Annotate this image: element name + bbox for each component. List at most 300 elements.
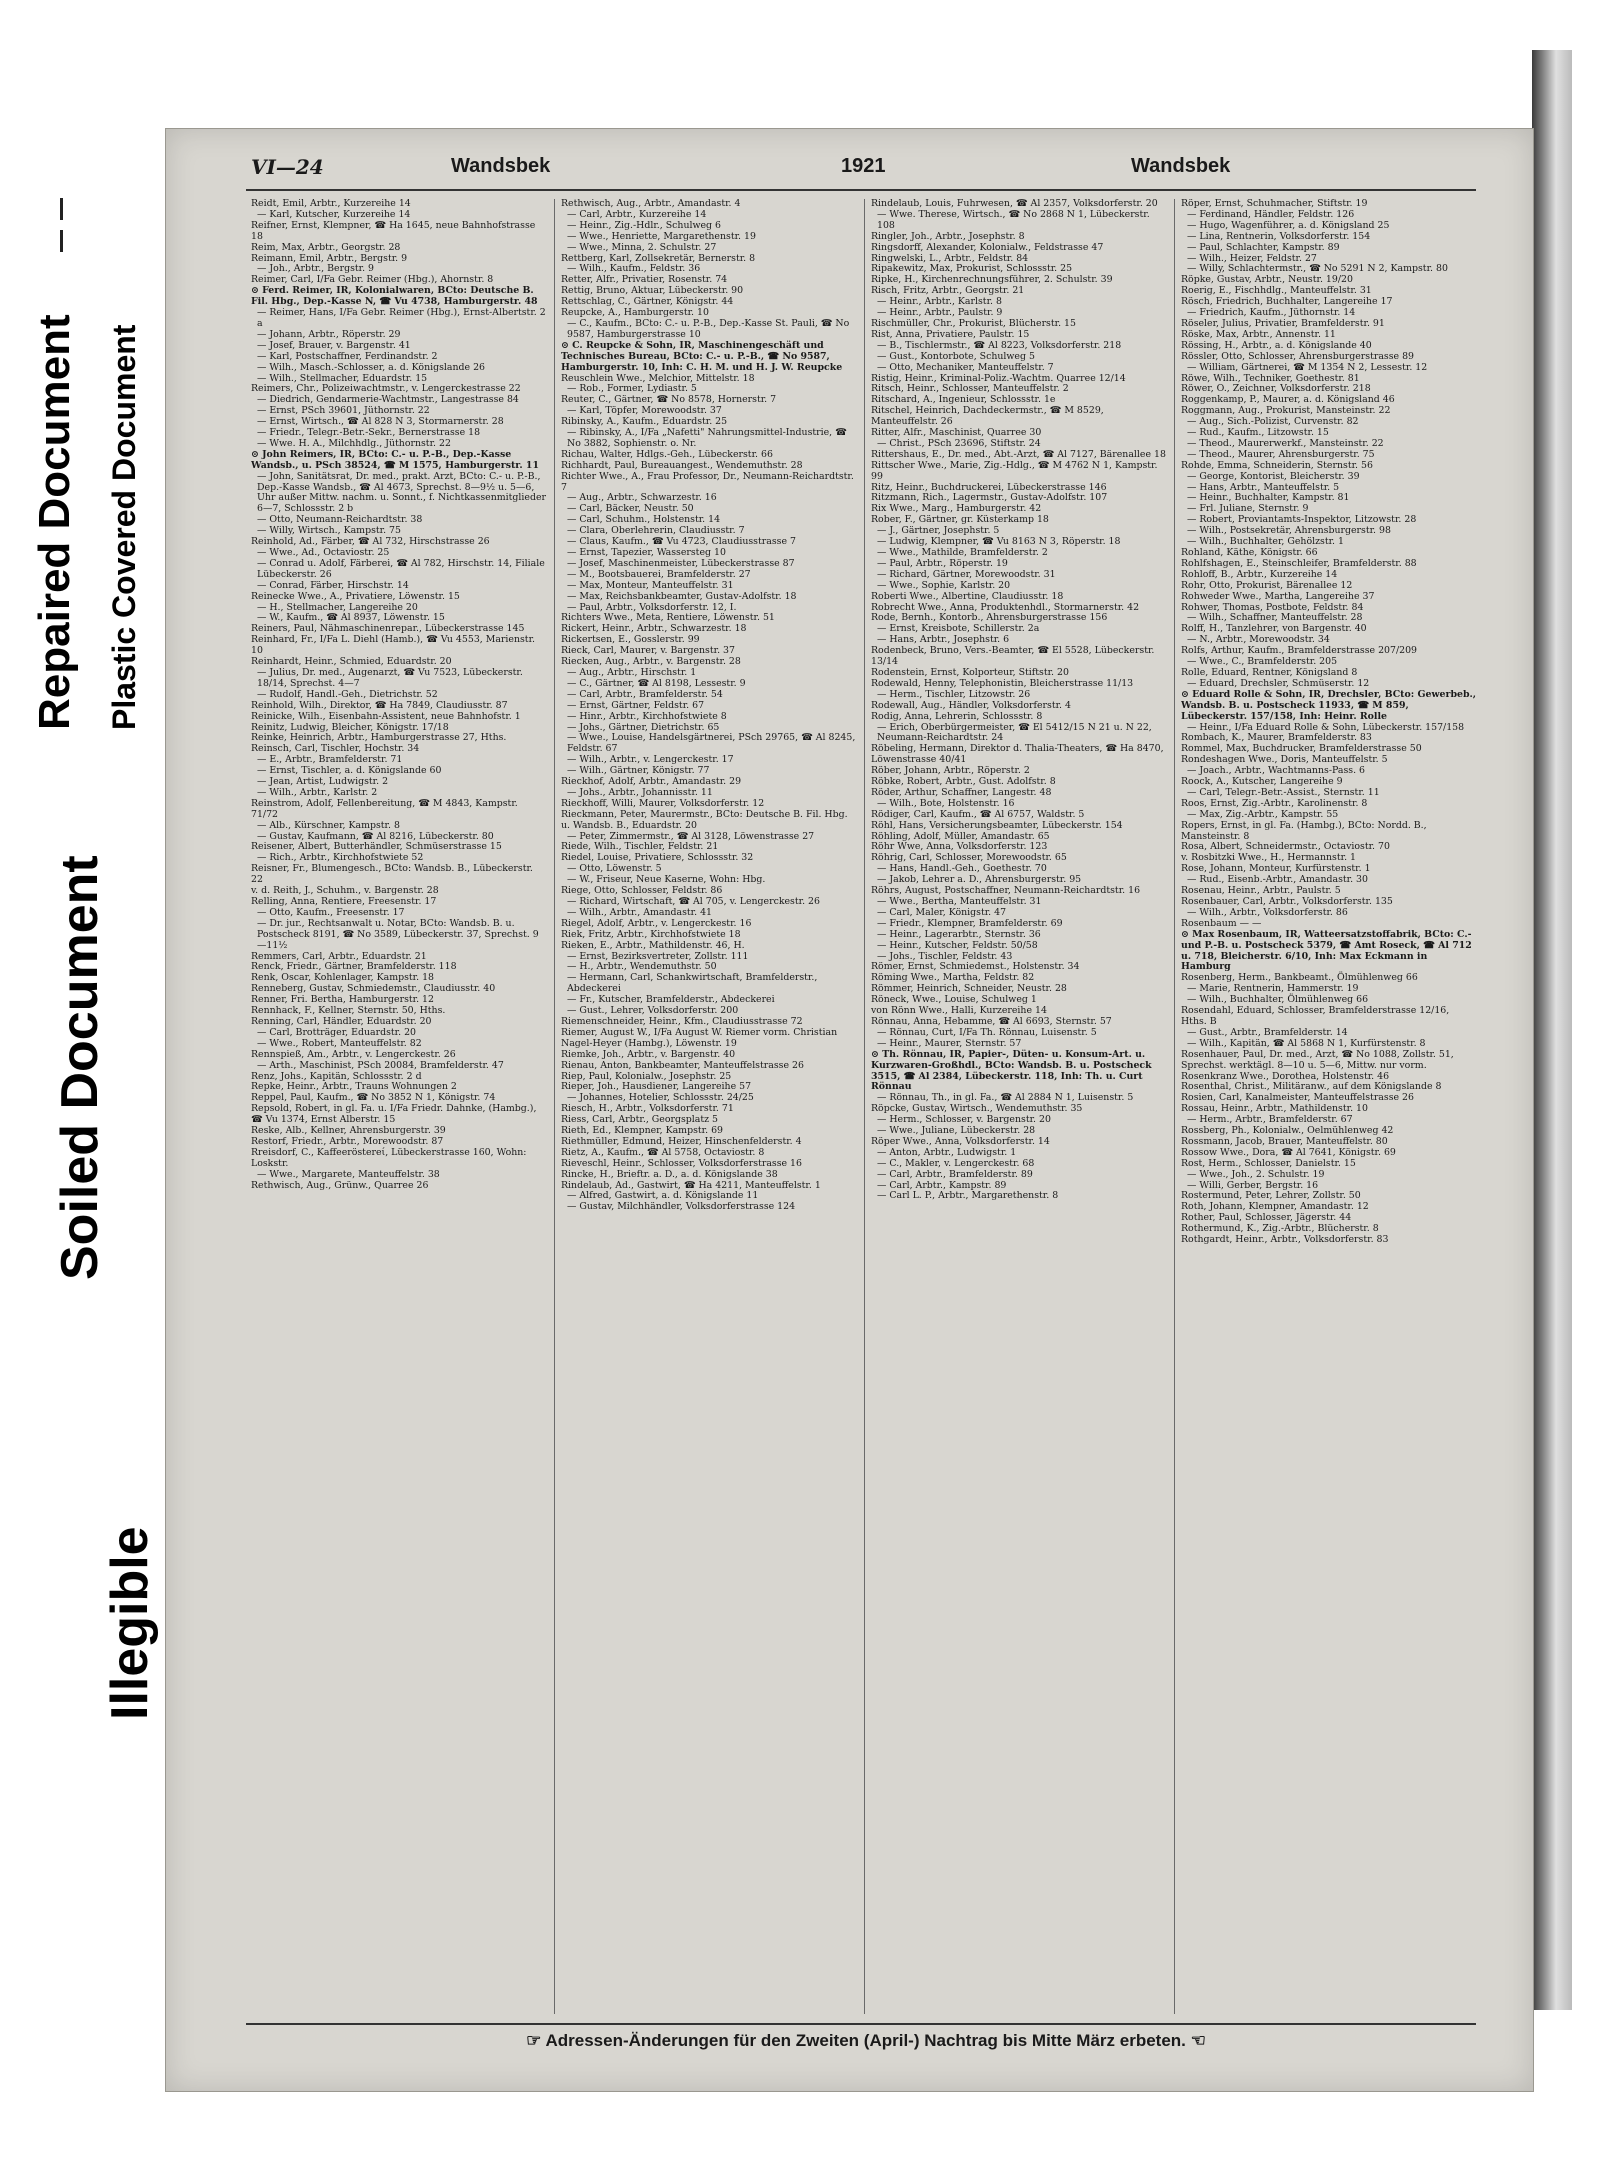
- directory-entry: — Heinr., Maurer, Sternstr. 57: [877, 1037, 1022, 1049]
- directory-entry: — B., Tischlermstr., ☎ Al 8223, Volksdorferstr. 218: [877, 339, 1122, 351]
- directory-entry: Römer, Ernst, Schmiedemst., Holstenstr. 34: [871, 961, 1080, 973]
- directory-columns: [251, 199, 1481, 2014]
- directory-entry: v. Rosbitzki Wwe., H., Hermannstr. 1: [1181, 852, 1356, 864]
- directory-entry: — Wwe., Louise, Handelsgärtnerei, PSch 29765, ☎ Al 8245, Feldstr. 67: [567, 732, 856, 755]
- directory-entry: Röhrig, Carl, Schlosser, Morewoodstr. 65: [871, 852, 1067, 864]
- directory-entry: Rondeshagen Wwe., Doris, Manteuffelstr. 5: [1181, 754, 1388, 766]
- directory-entry: — Wwe., Sophie, Karlstr. 20: [877, 579, 1011, 591]
- directory-entry: Reimer, Carl, I/Fa Gebr. Reimer (Hbg.), Ahornstr. 8: [251, 274, 494, 286]
- directory-entry: — Max, Monteur, Manteuffelstr. 31: [567, 579, 734, 591]
- directory-entry: Reuschlein Wwe., Melchior, Mittelstr. 18: [561, 372, 755, 384]
- directory-entry: — Ernst, Bezirksvertreter, Zollstr. 111: [567, 950, 749, 962]
- directory-entry: Ringwelski, L., Arbtr., Feldstr. 84: [871, 252, 1029, 264]
- directory-entry: — Gust., Arbtr., Bramfelderstr. 14: [1187, 1026, 1348, 1038]
- directory-entry: Rossow Wwe., Dora, ☎ Al 7641, Königstr. 69: [1181, 1146, 1396, 1158]
- directory-entry: — Ernst, Tischler, a. d. Königslande 60: [257, 765, 442, 777]
- directory-entry: Reiners, Paul, Nähmaschinenrepar., Lübeckerstrasse 145: [251, 623, 525, 635]
- directory-entry: Rossberg, Ph., Kolonialw., Oelmühlenweg 42: [1181, 1125, 1394, 1137]
- directory-entry: — Anton, Arbtr., Ludwigstr. 1: [877, 1146, 1017, 1158]
- directory-entry: — Johannes, Hotelier, Schlossstr. 24/25: [567, 1092, 754, 1104]
- directory-entry: Reinke, Heinrich, Arbtr., Hamburgerstrasse 27, Hths.: [251, 732, 507, 744]
- directory-entry: — Wwe., Mathilde, Bramfelderstr. 2: [877, 547, 1048, 558]
- header-rule: [246, 189, 1476, 191]
- directory-entry: — Wilh., Arbtr., v. Lengerckestr. 17: [567, 754, 734, 766]
- directory-entry: — M., Bootsbauerei, Bramfelderstr. 27: [567, 568, 751, 580]
- directory-entry: — Lina, Rentnerin, Volksdorferstr. 154: [1187, 230, 1371, 242]
- marker-tick: [60, 198, 63, 220]
- directory-entry: — Paul, Arbtr., Volksdorferstr. 12, I.: [567, 601, 737, 613]
- directory-entry: — C., Gärtner, ☎ Al 8198, Lessestr. 9: [567, 677, 746, 689]
- directory-entry: Reinhard, Fr., I/Fa L. Diehl (Hamb.), ☎ Vu 4553, Marienstr. 10: [251, 634, 536, 657]
- directory-entry: Röber, Johann, Arbtr., Röperstr. 2: [871, 765, 1030, 777]
- directory-entry: — Otto, Mechaniker, Manteuffelstr. 7: [877, 361, 1054, 373]
- directory-entry: Riemenschneider, Heinr., Kfm., Claudiusstrasse 72: [561, 1015, 803, 1027]
- directory-entry: Riemke, Joh., Arbtr., v. Bargenstr. 40: [561, 1048, 736, 1060]
- directory-entry: — Carl, Telegr.-Betr.-Assist., Sternstr. 11: [1187, 786, 1380, 798]
- directory-entry: — Wwe., Henriette, Margarethenstr. 19: [567, 230, 756, 242]
- directory-entry: Reinhold, Wilh., Direktor, ☎ Ha 7849, Claudiusstr. 87: [251, 699, 508, 711]
- directory-entry: Röhling, Adolf, Müller, Amandastr. 65: [871, 830, 1050, 842]
- directory-entry: — Johann, Arbtr., Röperstr. 29: [257, 328, 401, 340]
- directory-entry: — Wilh., Masch.-Schlosser, a. d. Königslande 26: [257, 361, 486, 373]
- directory-entry: — Ernst, Kreisbote, Schillerstr. 2a: [877, 623, 1040, 635]
- directory-entry: — Erich, Oberbürgermeister, ☎ El 5412/15 N 21 u. N 22, Neumann-Reichardtstr. 24: [877, 721, 1152, 744]
- directory-entry: Rettig, Bruno, Aktuar, Lübeckerstr. 90: [561, 285, 744, 297]
- directory-entry: Riemer, August W., I/Fa August W. Riemer vorm. Christian Nagel-Heyer (Hambg.), Löwenstr. 19: [561, 1026, 838, 1049]
- directory-entry: Reinicke, Wilh., Eisenbahn-Assistent, neue Bahnhofstr. 1: [251, 710, 521, 722]
- directory-entry: Reinhardt, Heinr., Schmied, Eduardstr. 20: [251, 656, 452, 668]
- directory-entry: Rindelaub, Ad., Gastwirt, ☎ Ha 4211, Manteuffelstr. 1: [561, 1179, 821, 1191]
- directory-entry: — Ferdinand, Händler, Feldstr. 126: [1187, 208, 1355, 220]
- directory-entry: Rosenbauer, Carl, Arbtr., Volksdorferstr. 135: [1181, 896, 1393, 907]
- directory-entry: — Ernst, Gärtner, Feldstr. 67: [567, 699, 705, 711]
- directory-entry: — C., Makler, v. Lengerckestr. 68: [877, 1157, 1035, 1169]
- directory-entry: — Wilh., Schaffner, Manteuffelstr. 28: [1187, 612, 1363, 624]
- column-divider: [864, 199, 865, 2014]
- directory-entry: Relling, Anna, Rentiere, Freesenstr. 17: [251, 896, 437, 907]
- directory-entry: — Hermann, Carl, Schankwirtschaft, Bramfelderstr., Abdeckerei: [567, 972, 818, 995]
- directory-entry: — Herm., Schlosser, v. Bargenstr. 20: [877, 1114, 1051, 1126]
- directory-entry: Reisner, Fr., Blumengesch., BCto: Wandsb. B., Lübeckerstr. 22: [251, 863, 533, 886]
- directory-entry: Röhr Wwe, Anna, Volksdorferstr. 123: [871, 841, 1048, 853]
- directory-entry: — Ernst, PSch 39601, Jüthornstr. 22: [257, 405, 430, 417]
- directory-entry: — Wilh., Bote, Holstenstr. 16: [877, 797, 1015, 809]
- directory-entry: Retter, Alfr., Privatier, Rosenstr. 74: [561, 274, 728, 286]
- directory-entry: Richters Wwe., Meta, Rentiere, Löwenstr. 51: [561, 612, 775, 624]
- directory-entry: Reifner, Ernst, Klempner, ☎ Ha 1645, neue Bahnhofstrasse 18: [251, 219, 536, 242]
- directory-entry: — Rud., Kaufm., Litzowstr. 15: [1187, 427, 1329, 439]
- directory-entry: Richhardt, Paul, Bureauangest., Wendemuthstr. 28: [561, 459, 803, 471]
- directory-entry: Riess, Carl, Arbtr., Georgsplatz 5: [561, 1114, 719, 1126]
- marker-tick: [60, 230, 63, 252]
- directory-entry: — Conrad u. Adolf, Färberei, ☎ Al 782, Hirschstr. 14, Filiale Lübeckerstr. 26: [257, 557, 545, 580]
- label-soiled-document: Soiled Document: [51, 855, 109, 1280]
- directory-entry: Risch, Fritz, Arbtr., Georgstr. 21: [871, 285, 1025, 297]
- directory-entry: Reuter, C., Gärtner, ☎ No 8578, Hornerstr. 7: [561, 394, 777, 406]
- directory-entry: Renner, Fri. Bertha, Hamburgerstr. 12: [251, 994, 434, 1006]
- directory-entry: Reimann, Emil, Arbtr., Bergstr. 9: [251, 252, 408, 264]
- directory-entry: ⊙ Max Rosenbaum, IR, Watteersatzstoffabrik, BCto: C.- und P.-B. u. Postscheck 5379, ☎ Amt Roseck, ☎ Al 712 u. 718, Bleicherstr. 6/10, Inh: Max Eckmann in Hamburg: [1181, 928, 1472, 973]
- directory-entry: — Ribinsky, A., I/Fa „Nafetti" Nahrungsmittel-Industrie, ☎ No 3882, Sophienstr. o. Nr.: [567, 427, 847, 449]
- directory-entry: — J., Gärtner, Josephstr. 5: [877, 525, 1000, 537]
- directory-entry: Röpke, Gustav, Arbtr., Neustr. 19/20: [1181, 274, 1353, 286]
- directory-entry: Rietz, A., Kaufm., ☎ Al 5758, Octaviostr. 8: [561, 1146, 765, 1158]
- directory-entry: — Julius, Dr. med., Augenarzt, ☎ Vu 7523, Lübeckerstr. 18/14, Sprechst. 4—7: [257, 666, 523, 689]
- footer-rule: [246, 2023, 1476, 2025]
- directory-entry: Roock, A., Kutscher, Langereihe 9: [1181, 776, 1343, 788]
- directory-entry: Remmers, Carl, Arbtr., Eduardstr. 21: [251, 950, 427, 962]
- directory-entry: — Richard, Gärtner, Morewoodstr. 31: [877, 568, 1056, 580]
- directory-entry: Reske, Alb., Kellner, Ahrensburgerstr. 39: [251, 1125, 446, 1137]
- directory-entry: Rodenbeck, Bruno, Vers.-Beamter, ☎ El 5528, Lübeckerstr. 13/14: [871, 645, 1155, 668]
- directory-entry: Rohweder Wwe., Martha, Langereihe 37: [1181, 590, 1375, 602]
- directory-entry: Rössler, Otto, Schlosser, Ahrensburgerstrasse 89: [1181, 350, 1415, 362]
- directory-entry: Rodewall, Aug., Händler, Volksdorferstr. 4: [871, 699, 1071, 711]
- directory-entry: Repke, Heinr., Arbtr., Trauns Wohnungen 2: [251, 1081, 457, 1093]
- directory-entry: Riegel, Adolf, Arbtr., v. Lengerckestr. 16: [561, 917, 752, 929]
- directory-entry: — Jean, Artist, Ludwigstr. 2: [257, 776, 389, 788]
- directory-entry: — Marie, Rentnerin, Hammerstr. 19: [1187, 983, 1359, 995]
- directory-entry: Renck, Friedr., Gärtner, Bramfelderstr. 118: [251, 961, 457, 973]
- directory-entry: Reinstrom, Adolf, Fellenbereitung, ☎ M 4843, Kampstr. 71/72: [251, 797, 518, 820]
- directory-entry: — Wwe., Ad., Octaviostr. 25: [257, 547, 390, 558]
- directory-entry: — Wilh., Stellmacher, Eduardstr. 15: [257, 372, 428, 384]
- directory-entry: — Johs., Gärtner, Dietrichstr. 65: [567, 721, 720, 733]
- label-repaired-document: Repaired Document: [30, 314, 79, 730]
- directory-entry: Rohr, Otto, Prokurist, Bärenallee 12: [1181, 579, 1353, 591]
- directory-entry: — Rudolf, Handl.-Geh., Dietrichstr. 52: [257, 688, 438, 700]
- directory-entry: Riek, Fritz, Arbtr., Kirchhofstwiete 18: [561, 928, 741, 940]
- directory-entry: — Theod., Maurer, Ahrensburgerstr. 75: [1187, 448, 1375, 460]
- directory-entry: — Frl. Juliane, Sternstr. 9: [1187, 503, 1309, 515]
- column-2: [561, 199, 857, 2014]
- directory-entry: — Christ., PSch 23696, Stiftstr. 24: [877, 437, 1041, 449]
- column-1: [251, 199, 547, 2014]
- directory-entry: Reppel, Paul, Kaufm., ☎ No 3852 N 1, Königstr. 74: [251, 1092, 496, 1104]
- directory-entry: Ringsdorff, Alexander, Kolonialw., Feldstrasse 47: [871, 241, 1104, 253]
- directory-entry: — Wwe., Bertha, Manteuffelstr. 31: [877, 896, 1042, 907]
- directory-entry: — Wilh., Gärtner, Königstr. 77: [567, 765, 710, 777]
- directory-entry: — Hans, Arbtr., Josephstr. 6: [877, 634, 1010, 646]
- directory-entry: — Hans, Handl.-Geh., Goethestr. 70: [877, 863, 1047, 875]
- document-condition-labels: [0, 0, 160, 2177]
- directory-entry: Reidt, Emil, Arbtr., Kurzereihe 14: [251, 199, 411, 209]
- label-plastic-covered-document: Plastic Covered Document: [106, 324, 142, 730]
- directory-entry: Richter Wwe., A., Frau Professor, Dr., Neumann-Reichardtstr. 7: [561, 470, 854, 493]
- directory-entry: Röbke, Robert, Arbtr., Gust. Adolfstr. 8: [871, 776, 1056, 788]
- directory-entry: Rombach, K., Maurer, Bramfelderstr. 83: [1181, 732, 1372, 744]
- directory-entry: Roggmann, Aug., Prokurist, Mansteinstr. 22: [1181, 405, 1391, 417]
- directory-entry: — Wwe., Juliane, Lübeckerstr. 28: [877, 1125, 1036, 1137]
- directory-entry: — Rud., Eisenb.-Arbtr., Amandastr. 30: [1187, 874, 1368, 886]
- directory-entry: Röper, Ernst, Schuhmacher, Stiftstr. 19: [1181, 199, 1368, 209]
- directory-entry: Ripakewitz, Max, Prokurist, Schlossstr. 25: [871, 263, 1073, 275]
- directory-entry: — Josef, Maschinenmeister, Lübeckerstrasse 87: [567, 557, 795, 569]
- directory-entry: — Aug., Arbtr., Hirschstr. 1: [567, 666, 697, 678]
- directory-entry: Rienau, Anton, Bankbeamter, Manteuffelstrasse 26: [561, 1059, 804, 1071]
- directory-entry: — William, Gärtnerei, ☎ M 1354 N 2, Lessestr. 12: [1187, 361, 1428, 373]
- directory-entry: — Gustav, Milchhändler, Volksdorferstrasse 124: [567, 1201, 796, 1213]
- directory-entry: Röbeling, Hermann, Direktor d. Thalia-Theaters, ☎ Ha 8470, Löwenstrasse 40/41: [871, 743, 1164, 766]
- directory-entry: Röpcke, Gustav, Wirtsch., Wendemuthstr. 35: [871, 1103, 1083, 1115]
- directory-entry: Rieckhoff, Willi, Maurer, Volksdorferstr. 12: [561, 797, 765, 809]
- directory-entry: Rethwisch, Aug., Arbtr., Amandastr. 4: [561, 199, 741, 209]
- directory-entry: — Ernst, Tapezier, Wassersteg 10: [567, 547, 726, 558]
- label-illegible: Illegible: [101, 1526, 159, 1720]
- directory-entry: Rodenstein, Ernst, Kolporteur, Stiftstr. 20: [871, 666, 1069, 678]
- directory-entry: Rieth, Ed., Klempner, Kampstr. 69: [561, 1125, 723, 1137]
- directory-entry: Reupcke, A., Hamburgerstr. 10: [561, 307, 709, 319]
- directory-entry: Rösch, Friedrich, Buchhalter, Langereihe 17: [1181, 296, 1393, 308]
- directory-entry: — Claus, Kaufm., ☎ Vu 4723, Claudiusstrasse 7: [567, 536, 796, 548]
- directory-entry: Römmer, Heinrich, Schneider, Neustr. 28: [871, 983, 1067, 995]
- directory-entry: ⊙ John Reimers, IR, BCto: C.- u. P.-B., Dep.-Kasse Wandsb., u. PSch 38524, ☎ M 1575, Hamburgerstr. 11: [251, 448, 539, 471]
- directory-entry: Ritz, Heinr., Buchdruckerei, Lübeckerstrasse 146: [871, 481, 1107, 493]
- directory-entry: Rothermund, K., Zig.-Arbtr., Blücherstr. 8: [1181, 1223, 1379, 1235]
- directory-entry: — Wilh., Kaufm., Feldstr. 36: [567, 263, 701, 275]
- directory-entry: — Otto, Kaufm., Freesenstr. 17: [257, 906, 405, 918]
- directory-entry: ⊙ Th. Rönnau, IR, Papier-, Düten- u. Konsum-Art. u. Kurzwaren-Großhdl., BCto: Wandsb. B. u. Postscheck 3515, ☎ Al 2384, Lübeckerstr. 118, Inh: Th. u. Curt Rönnau: [871, 1048, 1152, 1093]
- directory-entry: Ritter, Alfr., Maschinist, Quarree 30: [871, 427, 1042, 439]
- directory-entry: — Diedrich, Gendarmerie-Wachtmstr., Langestrasse 84: [257, 394, 519, 406]
- directory-entry: Renneberg, Gustav, Schmiedemstr., Claudiusstr. 40: [251, 983, 496, 995]
- directory-entry: Rindelaub, Louis, Fuhrwesen, ☎ Al 2357, Volksdorferstr. 20: [871, 199, 1158, 209]
- directory-entry: Rosien, Carl, Kanalmeister, Manteuffelstrasse 26: [1181, 1092, 1414, 1104]
- column-4: [1181, 199, 1477, 2014]
- directory-entry: Rist, Anna, Privatiere, Paulstr. 15: [871, 328, 1030, 340]
- directory-entry: — Ernst, Wirtsch., ☎ Al 828 N 3, Stormarnerstr. 28: [257, 416, 504, 428]
- directory-entry: Rohland, Käthe, Königstr. 66: [1181, 547, 1318, 558]
- directory-entry: — Alb., Kürschner, Kampstr. 8: [257, 819, 400, 831]
- directory-entry: — Johs., Tischler, Feldstr. 43: [877, 950, 1013, 962]
- directory-entry: — Heinr., Lagerarbtr., Sternstr. 36: [877, 928, 1041, 940]
- directory-entry: Restorf, Friedr., Arbtr., Morewoodstr. 87: [251, 1135, 444, 1147]
- directory-entry: — Hans, Arbtr., Manteuffelstr. 5: [1187, 481, 1340, 493]
- directory-entry: — Theod., Maurerwerkf., Mansteinstr. 22: [1187, 437, 1384, 449]
- directory-entry: Ritschel, Heinrich, Dachdeckermstr., ☎ M 8529, Manteuffelstr. 26: [871, 405, 1104, 428]
- directory-entry: Ringler, Joh., Arbtr., Josephstr. 8: [871, 230, 1025, 242]
- directory-entry: — Karl, Töpfer, Morewoodstr. 37: [567, 405, 722, 417]
- directory-entry: — Aug., Arbtr., Schwarzestr. 16: [567, 492, 717, 504]
- directory-entry: — Carl, Schuhm., Holstenstr. 14: [567, 514, 721, 526]
- scan-edge-shadow: [1532, 50, 1572, 2010]
- directory-entry: — Willy, Wirtsch., Kampstr. 75: [257, 525, 401, 537]
- directory-entry: Rose, Johann, Monteur, Kurfürstenstr. 1: [1181, 863, 1371, 875]
- directory-entry: Reinecke Wwe., A., Privatiere, Löwenstr. 15: [251, 590, 460, 602]
- directory-entry: — H., Stellmacher, Langereihe 20: [257, 601, 418, 613]
- directory-entry: von Rönn Wwe., Halli, Kurzereihe 14: [871, 1005, 1047, 1017]
- directory-entry: — Reimer, Hans, I/Fa Gebr. Reimer (Hbg.), Ernst-Albertstr. 2 a: [257, 307, 546, 329]
- directory-entry: — Rob., Former, Lydiastr. 5: [567, 383, 697, 395]
- directory-entry: Reimers, Chr., Polizeiwachtmstr., v. Lengerckestrasse 22: [251, 383, 521, 395]
- directory-entry: — W., Friseur, Neue Kaserne, Wohn: Hbg.: [567, 874, 766, 886]
- directory-entry: — Wilh., Kapitän, ☎ Al 5868 N 1, Kurfürstenstr. 8: [1187, 1037, 1426, 1049]
- directory-entry: — Wilh., Arbtr., Amandastr. 41: [567, 906, 713, 918]
- directory-entry: Rettberg, Karl, Zollsekretär, Bernerstr. 8: [561, 252, 756, 264]
- directory-entry: — N., Arbtr., Morewoodstr. 34: [1187, 634, 1330, 646]
- directory-entry: — Gustav, Kaufmann, ☎ Al 8216, Lübeckerstr. 80: [257, 830, 494, 842]
- directory-entry: Rethwisch, Aug., Grünw., Quarree 26: [251, 1179, 429, 1191]
- directory-entry: Ripke, H., Kirchenrechnungsführer, 2. Schulstr. 39: [871, 274, 1113, 286]
- directory-entry: Rieckhof, Adolf, Arbtr., Amandastr. 29: [561, 776, 742, 788]
- directory-entry: — Carl, Brotträger, Eduardstr. 20: [257, 1026, 417, 1038]
- directory-entry: Reinitz, Ludwig, Bleicher, Königstr. 17/18: [251, 721, 449, 733]
- directory-entry: — Friedrich, Kaufm., Jüthornstr. 14: [1187, 307, 1356, 319]
- directory-entry: — Wwe. H. A., Milchhdlg., Jüthornstr. 22: [257, 437, 451, 449]
- directory-entry: — Carl L. P., Arbtr., Margarethenstr. 8: [877, 1190, 1059, 1202]
- directory-entry: — Rönnau, Th., in gl. Fa., ☎ Al 2884 N 1, Luisenstr. 5: [877, 1092, 1134, 1104]
- directory-entry: Reim, Max, Arbtr., Georgstr. 28: [251, 241, 401, 253]
- directory-entry: Rossau, Heinr., Arbtr., Mathildenstr. 10: [1181, 1103, 1368, 1115]
- directory-entry: Rodig, Anna, Lehrerin, Schlossstr. 8: [871, 710, 1043, 722]
- directory-entry: Röwe, Wilh., Techniker, Goethestr. 81: [1181, 372, 1360, 384]
- directory-page: [165, 128, 1534, 2092]
- directory-entry: Ritzmann, Rich., Lagermstr., Gustav-Adolfstr. 107: [871, 492, 1108, 504]
- directory-entry: Rosenbaum — —: [1181, 917, 1262, 929]
- directory-entry: Rix Wwe., Marg., Hamburgerstr. 42: [871, 503, 1042, 515]
- directory-entry: Röming Wwe., Martha, Feldstr. 82: [871, 972, 1035, 984]
- directory-entry: Riedel, Louise, Privatiere, Schlossstr. 32: [561, 852, 754, 864]
- header-city-right: Wandsbek: [1131, 155, 1231, 177]
- header-year: 1921: [841, 155, 886, 177]
- directory-entry: Rohlfshagen, E., Steinschleifer, Bramfelderstr. 88: [1181, 557, 1417, 569]
- directory-entry: Rohwer, Thomas, Postbote, Feldstr. 84: [1181, 601, 1364, 613]
- directory-entry: Rohloff, B., Arbtr., Kurzereihe 14: [1181, 568, 1338, 580]
- directory-entry: Ritsch, Heinr., Schlosser, Manteuffelstr. 2: [871, 383, 1069, 395]
- directory-entry: — Hinr., Arbtr., Kirchhofstwiete 8: [567, 710, 727, 722]
- directory-entry: Rennhack, F., Kellner, Sternstr. 50, Hths.: [251, 1005, 446, 1017]
- directory-entry: Rittershaus, E., Dr. med., Abt.-Arzt, ☎ Al 7127, Bärenallee 18: [871, 448, 1166, 460]
- directory-entry: — Herm., Arbtr., Bramfelderstr. 67: [1187, 1114, 1353, 1126]
- directory-entry: Röseler, Julius, Privatier, Bramfelderstr. 91: [1181, 317, 1385, 329]
- directory-entry: — Wwe. Therese, Wirtsch., ☎ No 2868 N 1, Lübeckerstr. 108: [877, 208, 1150, 231]
- directory-entry: Röhl, Hans, Versicherungsbeamter, Lübeckerstr. 154: [871, 819, 1123, 831]
- directory-entry: — Friedr., Klempner, Bramfelderstr. 69: [877, 917, 1063, 929]
- column-3: [871, 199, 1167, 2014]
- directory-entry: Rieveschl, Heinr., Schlosser, Volksdorferstrasse 16: [561, 1157, 802, 1169]
- directory-entry: — Karl, Postschaffner, Ferdinandstr. 2: [257, 350, 438, 362]
- directory-entry: Rödiger, Carl, Kaufm., ☎ Al 6757, Waldstr. 5: [871, 808, 1085, 820]
- directory-entry: ⊙ Eduard Rolle & Sohn, IR, Drechsler, BCto: Gewerbeb., Wandsb. B. u. Postscheck 11933, ☎ M 859, Lübeckerstr. 157/158, Inh: Heinr. Rolle: [1181, 688, 1477, 722]
- directory-entry: Roth, Johann, Klempner, Amandastr. 12: [1181, 1201, 1369, 1213]
- directory-entry: Rischmüller, Chr., Prokurist, Blücherstr. 15: [871, 317, 1076, 329]
- directory-entry: — Wilh., Arbtr., Volksdorferstr. 86: [1187, 906, 1348, 918]
- directory-entry: — Fr., Kutscher, Bramfelderstr., Abdeckerei: [567, 994, 775, 1006]
- directory-entry: — Heinr., I/Fa Eduard Rolle & Sohn, Lübeckerstr. 157/158: [1187, 721, 1465, 733]
- directory-entry: Repsold, Robert, in gl. Fa. u. I/Fa Friedr. Dahnke, (Hambg.), ☎ Vu 1374, Ernst Alberstr. 15: [251, 1103, 537, 1126]
- directory-entry: Röder, Arthur, Schaffner, Langestr. 48: [871, 786, 1052, 798]
- footer-notice: ☞ Adressen-Änderungen für den Zweiten (April-) Nachtrag bis Mitte März erbeten. ☜: [526, 2031, 1206, 2050]
- directory-entry: — Paul, Schlachter, Kampstr. 89: [1187, 241, 1340, 253]
- directory-entry: — Heinr., Arbtr., Karlstr. 8: [877, 296, 1002, 308]
- directory-entry: — Wwe., C., Bramfelderstr. 205: [1187, 656, 1338, 668]
- page-code: VI—24: [251, 155, 324, 179]
- directory-entry: — Paul, Arbtr., Röperstr. 19: [877, 557, 1008, 569]
- directory-entry: — Alfred, Gastwirt, a. d. Königslande 11: [567, 1190, 759, 1202]
- directory-entry: Ribinsky, A., Kaufm., Eduardstr. 25: [561, 416, 728, 428]
- directory-entry: — Herm., Tischler, Litzowstr. 26: [877, 688, 1031, 700]
- directory-entry: Rittscher Wwe., Marie, Zig.-Hdlg., ☎ M 4762 N 1, Kampstr. 99: [871, 459, 1158, 482]
- directory-entry: ⊙ Ferd. Reimer, IR, Kolonialwaren, BCto: Deutsche B. Fil. Hbg., Dep.-Kasse N, ☎ Vu 4738, Hamburgerstr. 48: [251, 285, 538, 308]
- directory-entry: Röneck, Wwe., Louise, Schulweg 1: [871, 994, 1037, 1006]
- directory-entry: — C., Kaufm., BCto: C.- u. P.-B., Dep.-Kasse St. Pauli, ☎ No 9587, Hamburgerstrasse 10: [567, 317, 850, 340]
- directory-entry: — Gust., Lehrer, Volksdorferstr. 200: [567, 1005, 739, 1017]
- directory-entry: Roerig, E., Fischhdlg., Manteuffelstr. 31: [1181, 285, 1372, 297]
- directory-entry: ⊙ C. Reupcke & Sohn, IR, Maschinengeschäft und Technisches Bureau, BCto: C.- u. P.-B., ☎ No 9587, Hamburgerstr. 10, Inh: C. H. M. und H. J. W. Reupcke: [561, 339, 843, 373]
- directory-entry: Rodewald, Henny, Telephonistin, Bleicherstrasse 11/13: [871, 677, 1134, 689]
- directory-entry: — Arth., Maschinist, PSch 20084, Bramfelderstr. 47: [257, 1059, 504, 1071]
- directory-entry: — Friedr., Telegr.-Betr.-Sekr., Bernerstrasse 18: [257, 427, 481, 439]
- directory-entry: v. d. Reith, J., Schuhm., v. Bargenstr. 28: [251, 885, 439, 897]
- directory-entry: Riege, Otto, Schlosser, Feldstr. 86: [561, 885, 723, 897]
- directory-entry: — E., Arbtr., Bramfelderstr. 71: [257, 754, 403, 766]
- directory-entry: — Ludwig, Klempner, ☎ Vu 8163 N 3, Röperstr. 18: [877, 536, 1121, 548]
- directory-entry: — Carl, Arbtr., Bramfelderstr. 89: [877, 1168, 1033, 1180]
- directory-entry: — Otto, Neumann-Reichardtstr. 38: [257, 514, 423, 526]
- directory-entry: Rosenhauer, Paul, Dr. med., Arzt, ☎ No 1088, Zollstr. 51, Sprechst. werktägl. 8—10 u. 5—6, Mittw. nur vorm.: [1181, 1048, 1454, 1071]
- directory-entry: — W., Kaufm., ☎ Al 8937, Löwenstr. 15: [257, 612, 445, 624]
- directory-entry: — Karl, Kutscher, Kurzereihe 14: [257, 208, 411, 220]
- directory-entry: Röper Wwe., Anna, Volksdorferstr. 14: [871, 1135, 1050, 1147]
- directory-entry: Rohde, Emma, Schneiderin, Sternstr. 56: [1181, 459, 1373, 471]
- directory-entry: Rosenthal, Christ., Militäranw., auf dem Königslande 8: [1181, 1081, 1442, 1093]
- directory-entry: Rode, Bernh., Kontorb., Ahrensburgerstrasse 156: [871, 612, 1108, 624]
- directory-entry: Rennspieß, Am., Arbtr., v. Lengerckestr. 26: [251, 1048, 456, 1060]
- directory-entry: — Jakob, Lehrer a. D., Ahrensburgerstr. 95: [877, 874, 1082, 886]
- directory-entry: — Wilh., Buchhalter, Ölmühlenweg 66: [1187, 994, 1369, 1006]
- directory-entry: Ristig, Heinr., Kriminal-Poliz.-Wachtm. Quarree 12/14: [871, 372, 1126, 384]
- header-city-left: Wandsbek: [451, 155, 551, 177]
- directory-entry: — Carl, Arbtr., Bramfelderstr. 54: [567, 688, 723, 700]
- directory-entry: Rossmann, Jacob, Brauer, Manteuffelstr. 80: [1181, 1135, 1388, 1147]
- directory-entry: — Heinr., Arbtr., Paulstr. 9: [877, 307, 1003, 319]
- directory-entry: Rosenkranz Wwe., Dorothea, Holstenstr. 46: [1181, 1070, 1390, 1082]
- directory-entry: Rolff, H., Tanzlehrer, von Bargenstr. 40: [1181, 623, 1367, 635]
- directory-entry: Robrecht Wwe., Anna, Produktenhdl., Stormarnerstr. 42: [871, 601, 1140, 613]
- directory-entry: Röwer, O., Zeichner, Volksdorferstr. 218: [1181, 383, 1371, 395]
- directory-entry: — Clara, Oberlehrerin, Claudiusstr. 7: [567, 525, 745, 537]
- directory-entry: — Eduard, Drechsler, Schmüserstr. 12: [1187, 677, 1370, 689]
- directory-entry: Renz, Johs., Kapitän, Schlossstr. 2 d: [251, 1070, 422, 1082]
- directory-entry: — Willi, Gerber, Bergstr. 16: [1187, 1179, 1319, 1191]
- directory-entry: — Carl, Arbtr., Kurzereihe 14: [567, 208, 707, 220]
- directory-entry: Rolle, Eduard, Rentner, Königsland 8: [1181, 666, 1358, 678]
- directory-entry: — Otto, Löwenstr. 5: [567, 863, 662, 875]
- directory-entry: — H., Arbtr., Wendemuthstr. 50: [567, 961, 717, 973]
- directory-entry: Riesch, H., Arbtr., Volksdorferstr. 71: [561, 1103, 734, 1115]
- directory-entry: Roberti Wwe., Albertine, Claudiusstr. 18: [871, 590, 1064, 602]
- directory-entry: — Carl, Bäcker, Neustr. 50: [567, 503, 694, 515]
- directory-entry: Renk, Oscar, Kohlenlager, Kampstr. 18: [251, 972, 434, 984]
- directory-entry: — Wwe., Joh., 2. Schulstr. 19: [1187, 1168, 1325, 1180]
- directory-entry: Rreisdorf, C., Kaffeeröstereί, Lübeckerstrasse 160, Wohn: Loskstr.: [251, 1146, 527, 1169]
- directory-entry: — Wilh., Buchhalter, Gehölzstr. 1: [1187, 536, 1344, 548]
- directory-entry: Rothgardt, Heinr., Arbtr., Volksdorferstr. 83: [1181, 1234, 1389, 1246]
- directory-entry: — George, Kontorist, Bleicherstr. 39: [1187, 470, 1360, 482]
- directory-entry: Rönnau, Anna, Hebamme, ☎ Al 6693, Sternstr. 57: [871, 1015, 1112, 1027]
- directory-entry: — Joach., Arbtr., Wachtmanns-Pass. 6: [1187, 765, 1366, 777]
- directory-entry: Rieck, Carl, Maurer, v. Bargenstr. 37: [561, 645, 735, 657]
- directory-entry: Reisener, Albert, Butterhändler, Schmüserstrasse 15: [251, 841, 502, 853]
- directory-entry: — Aug., Sich.-Polizist, Curvenstr. 82: [1187, 416, 1359, 428]
- directory-entry: Rincke, H., Brieftr. a. D., a. d. Königslande 38: [561, 1168, 778, 1180]
- directory-entry: — Rich., Arbtr., Kirchhofstwiete 52: [257, 852, 424, 864]
- directory-entry: Roos, Ernst, Zig.-Arbtr., Karolinenstr. 8: [1181, 797, 1368, 809]
- directory-entry: — Heinr., Buchhalter, Kampstr. 81: [1187, 492, 1350, 504]
- directory-entry: Rolfs, Arthur, Kaufm., Bramfelderstrasse 207/209: [1181, 645, 1418, 657]
- scan-margin-top: [0, 0, 1600, 55]
- directory-entry: — Rönnau, Curt, I/Fa Th. Rönnau, Luisenstr. 5: [877, 1026, 1097, 1038]
